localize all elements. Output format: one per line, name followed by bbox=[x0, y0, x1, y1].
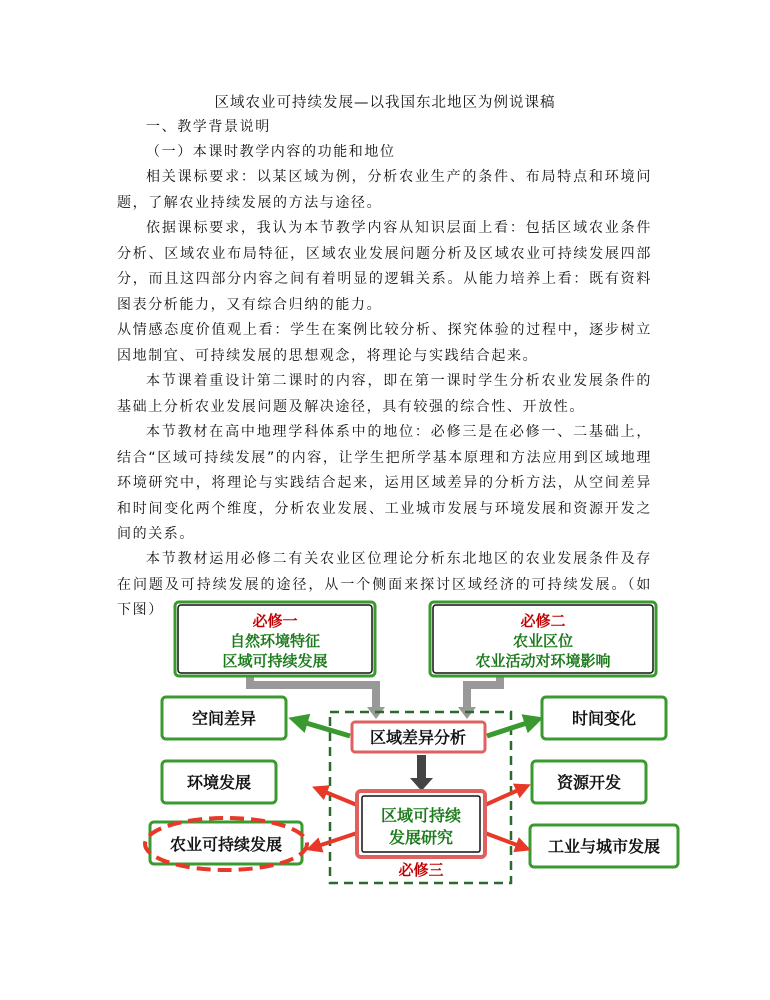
left-box-label: 农业可持续发展 bbox=[169, 835, 283, 854]
module-line: 自然环境特征 bbox=[229, 632, 321, 650]
module-box-required-2 bbox=[430, 602, 656, 676]
gray-arrow bbox=[458, 677, 500, 719]
paragraph: 依据课标要求，我认为本节教学内容从知识层面上看：包括区域农业条件分析、区域农业布局特征，区域农业发展问题分析及区域农业可持续发展四部分，而且这四部分内容之间有着明显的逻辑关系。从能力培养上看：既有资料图表分析能力，又有综合归纳的能力。 bbox=[117, 220, 652, 313]
left-box bbox=[162, 697, 286, 739]
red-arrow bbox=[485, 833, 525, 848]
paragraph: 本节教材运用必修二有关农业区位理论分析东北地区的农业发展条件及存在问题及可持续发展的途径，从一个侧面来探讨区域经济的可持续发展。（如下图） bbox=[117, 551, 652, 618]
paragraph: 从情感态度价值观上看：学生在案例比较分析、探究体验的过程中，逐步树立因地制宜、可持续发展的思想观念，将理论与实践结合起来。 bbox=[117, 322, 652, 364]
paragraph: 相关课标要求：以某区域为例，分析农业生产的条件、布局特点和环境问题，了解农业持续发展的方法与途径。 bbox=[117, 169, 652, 211]
right-box bbox=[532, 761, 646, 803]
module-title: 必修二 bbox=[520, 612, 566, 630]
red-arrow bbox=[485, 787, 525, 805]
left-box-label: 环境发展 bbox=[186, 773, 252, 792]
core-box-line: 区域可持续 bbox=[380, 806, 462, 825]
right-box bbox=[530, 825, 678, 867]
module-box-required-1 bbox=[175, 602, 375, 676]
left-box-label: 空间差异 bbox=[191, 709, 257, 728]
subsection-heading: （一）本课时教学内容的功能和地位 bbox=[146, 144, 396, 160]
paragraph: 本节课着重设计第二课时的内容，即在第一课时学生分析农业发展条件的基础上分析农业发展问题及解决途径，具有较强的综合性、开放性。 bbox=[117, 373, 652, 415]
section-heading: 一、教学背景说明 bbox=[146, 119, 271, 135]
module-line: 区域可持续发展 bbox=[222, 652, 328, 670]
green-arrow bbox=[296, 720, 350, 736]
module-line: 农业活动对环境影响 bbox=[475, 652, 611, 670]
center-box-label: 区域差异分析 bbox=[369, 728, 467, 747]
center-box bbox=[352, 722, 485, 752]
core-box-line: 发展研究 bbox=[388, 828, 454, 847]
module-title: 必修一 bbox=[252, 612, 298, 630]
down-arrow bbox=[410, 755, 433, 791]
right-box-label: 工业与城市发展 bbox=[547, 837, 661, 856]
red-arrow bbox=[318, 789, 357, 805]
right-box-label: 时间变化 bbox=[571, 709, 637, 728]
module-line: 农业区位 bbox=[512, 632, 574, 650]
module-3-label: 必修三 bbox=[398, 861, 444, 879]
left-box bbox=[162, 761, 276, 803]
red-arrow bbox=[312, 833, 357, 848]
left-box bbox=[145, 818, 307, 870]
right-box bbox=[542, 697, 666, 739]
curriculum-diagram bbox=[140, 595, 700, 895]
core-box bbox=[357, 791, 485, 857]
right-box-label: 资源开发 bbox=[556, 773, 622, 792]
document-title: 区域农业可持续发展—以我国东北地区为例说课稿 bbox=[214, 95, 556, 111]
paragraph: 本节教材在高中地理学科体系中的地位：必修三是在必修一、二基础上，结合“区域可持续发展”的内容，让学生把所学基本原理和方法应用到区域地理环境研究中，将理论与实践结合起来，运用区域差异的分析方法，从空间差异和时间变化两个维度，分析农业发展、工业城市发展与环境发展和资源开发之间的关系。 bbox=[117, 424, 652, 542]
